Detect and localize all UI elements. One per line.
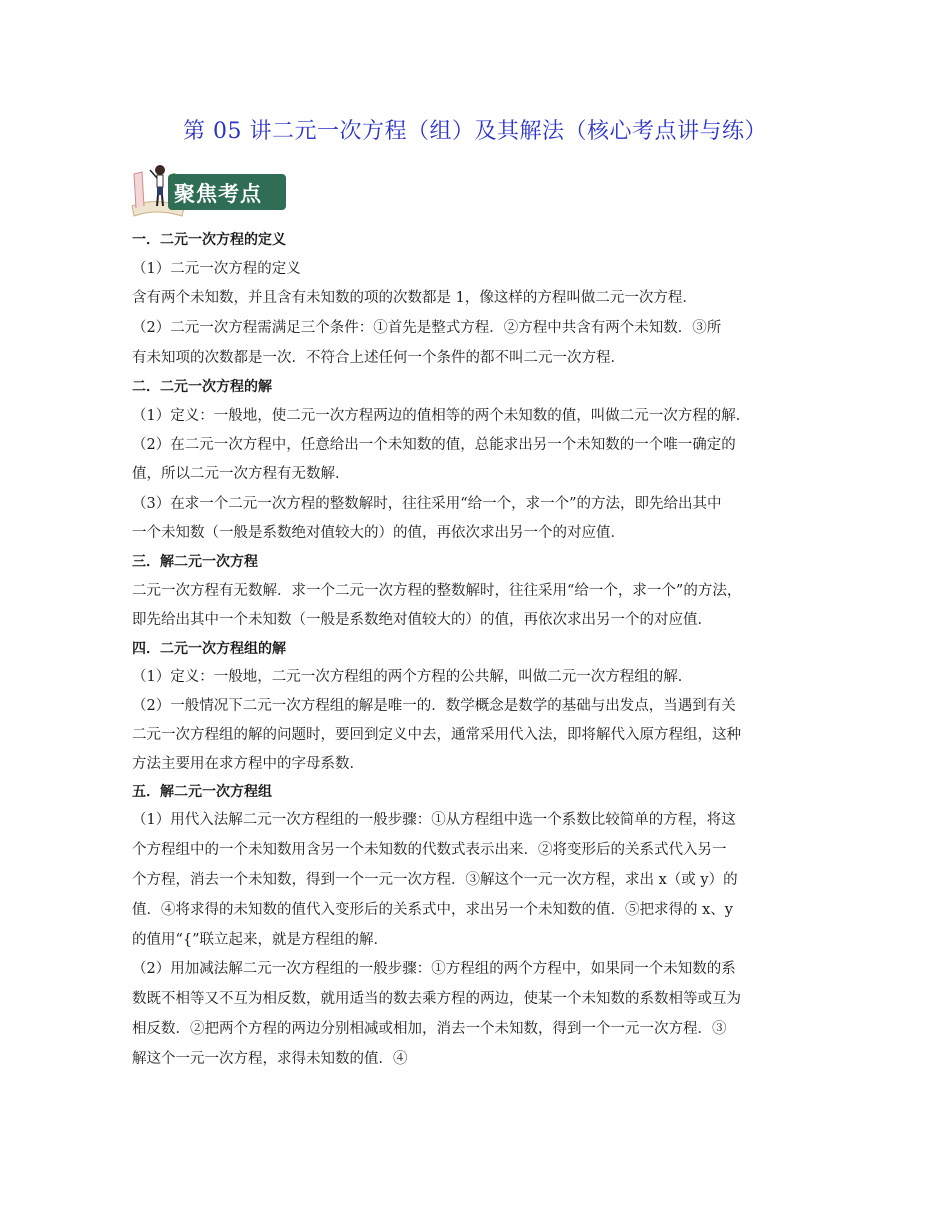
text-line: （3）在求一个二元一次方程的整数解时，往往采用“给一个，求一个”的方法，即先给出其中: [132, 496, 722, 512]
text-line: 一个未知数（一般是系数绝对值较大的）的值，再依次求出另一个的对应值．: [132, 525, 625, 541]
text-line: 方法主要用在求方程中的字母系数．: [132, 756, 364, 772]
section-heading: 一．二元一次方程的定义: [132, 232, 286, 248]
text-line: 数既不相等又不互为相反数，就用适当的数去乘方程的两边，使某一个未知数的系数相等或互为: [132, 991, 741, 1007]
text-line: （1）用代入法解二元一次方程组的一般步骤：①从方程组中选一个系数比较简单的方程，将这: [132, 812, 736, 828]
text-line: 解这个一元一次方程，求得未知数的值．④: [132, 1051, 408, 1067]
text-line: 相反数．②把两个方程的两边分别相减或相加，消去一个未知数，得到一个一元一次方程．③: [132, 1021, 727, 1037]
section-heading: 五．解二元一次方程组: [132, 784, 272, 800]
text-line: 含有两个未知数，并且含有未知数的项的次数都是 1，像这样的方程叫做二元一次方程．: [132, 290, 697, 306]
text-line: 值．④将求得的未知数的值代入变形后的关系式中，求出另一个未知数的值．⑤把求得的 x、y: [132, 902, 733, 918]
text-line: （2）二元一次方程需满足三个条件：①首先是整式方程．②方程中共含有两个未知数．③所: [132, 320, 722, 336]
text-line: （2）一般情况下二元一次方程组的解是唯一的．数学概念是数学的基础与出发点，当遇到有关: [132, 698, 736, 714]
text-line: 有未知项的次数都是一次．不符合上述任何一个条件的都不叫二元一次方程．: [132, 350, 625, 366]
text-line: 个方程组中的一个未知数用含另一个未知数的代数式表示出来．②将变形后的关系式代入另一: [132, 842, 727, 858]
badge-label: 聚焦考点: [174, 181, 262, 206]
page-title: 第 05 讲二元一次方程（组）及其解法（核心考点讲与练）: [183, 119, 767, 144]
text-line: （2）在二元一次方程中，任意给出一个未知数的值，总能求出另一个未知数的一个唯一确定的: [132, 437, 736, 453]
text-line: （1）定义：一般地，使二元一次方程两边的值相等的两个未知数的值，叫做二元一次方程的解．: [132, 408, 751, 424]
focus-badge: [128, 156, 288, 220]
section-heading: 四．二元一次方程组的解: [132, 641, 286, 657]
text-line: 即先给出其中一个未知数（一般是系数绝对值较大的）的值，再依次求出另一个的对应值．: [132, 612, 712, 628]
text-line: 值，所以二元一次方程有无数解．: [132, 466, 350, 482]
text-line: 二元一次方程有无数解．求一个二元一次方程的整数解时，往往采用“给一个，求一个”的方法，: [132, 583, 742, 599]
section-heading: 二．二元一次方程的解: [132, 379, 272, 395]
text-line: （2）用加减法解二元一次方程组的一般步骤：①方程组的两个方程中，如果同一个未知数的系: [132, 961, 736, 977]
text-line: （1）二元一次方程的定义: [132, 261, 301, 277]
section-heading: 三．解二元一次方程: [132, 554, 258, 570]
text-line: 二元一次方程组的解的问题时，要回到定义中去，通常采用代入法，即将解代入原方程组，这种: [132, 727, 741, 743]
text-line: 个方程，消去一个未知数，得到一个一元一次方程．③解这个一元一次方程，求出 x（或 y）的: [132, 872, 738, 888]
text-line: （1）定义：一般地，二元一次方程组的两个方程的公共解，叫做二元一次方程组的解．: [132, 669, 693, 685]
text-line: 的值用“{”联立起来，就是方程组的解．: [132, 932, 389, 948]
